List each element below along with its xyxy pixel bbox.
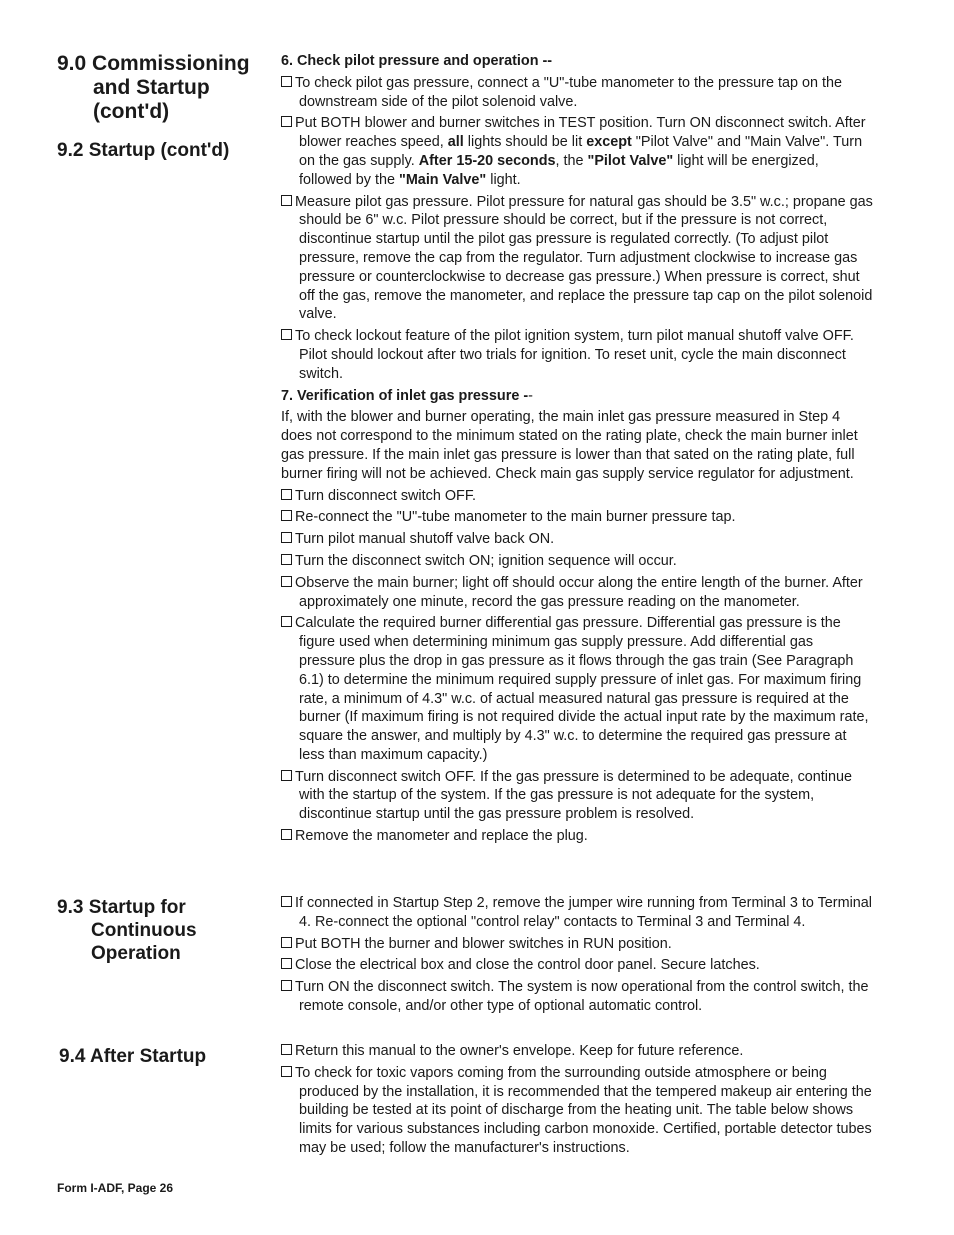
checkbox-icon [281,980,292,991]
emphasis-text: all [447,134,464,151]
checklist-item-text: "Pilot Valve" and "Main Valve". Turn on the gas supply. [299,134,863,169]
checklist-item-text: Put BOTH blower and burner switches in TEST position. Turn ON disconnect switch. After blower reaches speed, [295,115,866,151]
step-6-title: 6. Check pilot pressure and operation -- [281,53,553,69]
heading-9-0-line3: (cont'd) [93,100,170,123]
checklist-item [281,114,873,189]
checklist-item-text: Turn pilot manual shutoff valve back ON. [295,531,555,548]
checkbox-icon [281,937,292,948]
checkbox-icon [281,1066,292,1077]
checklist-item-text: Return this manual to the owner's envelope. Keep for future reference. [295,1043,744,1059]
checklist-item [281,978,873,1016]
emphasis-text: except [586,134,632,151]
heading-9-0-line1: 9.0 Commissioning [57,52,250,75]
checklist-item [281,552,873,571]
checklist-item [281,1064,873,1158]
checklist-item-text: lights should be lit [463,134,587,151]
heading-9-3-line2: Continuous [91,920,197,941]
checklist-item-text: Turn disconnect switch OFF. [295,487,477,504]
heading-9-4: 9.4 After Startup [59,1046,207,1067]
step-7-title-text: 7. Verification of inlet gas pressure - [281,387,529,404]
checklist-item [281,574,873,612]
step-7-intro: If, with the blower and burner operating, the main inlet gas pressure measured in Step 4 does not correspond to the minimum stated on the rating plate, check the main burner inlet gas pressure. If the main inlet gas pressure is lower than that sated on the rating plate, full burner firing will not be achieved. Check main gas supply service regulator for adjustment. [281,409,858,482]
checklist-item-text: Put BOTH the burner and blower switches in RUN position. [295,935,672,952]
checklist-item [281,530,873,549]
checkbox-icon [281,616,292,627]
checklist-item-text: Measure pilot gas pressure. Pilot pressure for natural gas should be 3.5" w.c.; propane gas should be 6" w.c. Pilot pressure should be correct, but if the pressure is not correct, discontinue startup until the pilot gas pressure is regulated correctly. (To adjust pilot pressure, remove the cap from the regulator. Turn adjustment clockwise to increase gas pressure or counterclockwise to decrease gas pressure.) When pressure is correct, shut off the gas, remove the manometer, and replace the pressure tap cap on the pilot solenoid valve. [295,193,873,323]
heading-9-0-line2: and Startup [93,76,210,99]
checkbox-icon [281,576,292,587]
heading-9-3-line1: 9.3 Startup for [57,897,186,918]
emphasis-text: After 15-20 seconds [418,152,556,169]
checklist-item-text: To check pilot gas pressure, connect a "U"-tube manometer to the pressure tap on the downstream side of the pilot solenoid valve. [295,74,842,110]
checkbox-icon [281,116,292,127]
checkbox-icon [281,532,292,543]
checklist-item-text: Calculate the required burner differential gas pressure. Differential gas pressure is the figure used when determining minimum gas supply pressure. Add differential gas pressure plus the drop in gas pressure as it flows through the gas train (See Paragraph 6.1) to determine the minimum required supply pressure of inlet gas. For maximum firing rate, a minimum of 4.3" w.c. of actual measured natural gas pressure is required at the burner (If maximum firing is not required divide the actual input rate by the maximum rate, square the answer, and multiply by 4.3" w.c. to determine the required gas pressure at less than maximum capacity.) [295,615,869,763]
checklist-item [281,894,873,932]
checkbox-icon [281,510,292,521]
checklist-item [281,487,873,506]
checklist-item-text: To check for toxic vapors coming from the surrounding outside atmosphere or being produced by the installation, it is recommended that the tempered makeup air entering the building be tested at its point of discharge from the heating unit. The table below shows limits for various substances including carbon monoxide. Certified, portable detector tubes may be used; follow the manufacturer's instructions. [295,1064,872,1156]
checklist-item [281,508,873,527]
checklist-item-text: Re-connect the "U"-tube manometer to the main burner pressure tap. [295,509,736,526]
checkbox-icon [281,554,292,565]
checkbox-icon [281,958,292,969]
checklist-item-text: light will be energized, followed by the [299,152,819,188]
checklist-item [281,1042,873,1061]
checklist-item [281,193,873,325]
step-7-title [281,387,873,406]
checklist-item [281,327,873,383]
section-heading-commissioning [57,52,267,124]
checklist-item [281,768,873,824]
page-footer: Form I-ADF, Page 26 [57,1181,174,1195]
checklist-item-text: light. [486,171,521,188]
checklist-item-text: , the [555,152,588,169]
after-startup-list [281,1042,873,1161]
after-list [281,1042,873,1158]
checklist-item-text: Close the electrical box and close the control door panel. Secure latches. [295,957,760,974]
checklist-item-text: Turn disconnect switch OFF. If the gas pressure is determined to be adequate, continue with the startup of the system. If the gas pressure is not adequate for the system, discontinue startup until the gas pressure problem is resolved. [295,768,853,823]
continuous-operation-list [281,894,873,1019]
step-7-list [281,487,873,846]
checklist-item [281,74,873,112]
checklist-item [281,956,873,975]
emphasis-text: "Pilot Valve" [587,152,674,169]
heading-9-2: 9.2 Startup (cont'd) [57,140,230,161]
step-7-title-suffix: - [528,387,533,404]
continuous-list [281,894,873,1016]
checkbox-icon [281,195,292,206]
checklist-item-text: Turn ON the disconnect switch. The system is now operational from the control switch, the remote console, and/or other type of optional automatic control. [295,979,869,1014]
heading-9-0 [57,52,267,124]
checkbox-icon [281,329,292,340]
startup-steps [281,52,873,849]
checklist-item-text: If connected in Startup Step 2, remove the jumper wire running from Terminal 3 to Terminal 4. Re-connect the optional "control relay" contacts to Terminal 3 and Terminal 4. [295,895,872,930]
checklist-item [281,827,873,846]
emphasis-text: "Main Valve" [399,171,487,188]
checklist-item-text: Observe the main burner; light off should occur along the entire length of the burner. After approximately one minute, record the gas pressure reading on the manometer. [295,574,863,610]
checklist-item-text: Turn the disconnect switch ON; ignition sequence will occur. [295,552,677,569]
heading-9-3-line3: Operation [91,943,181,964]
checkbox-icon [281,76,292,87]
checklist-item-text: Remove the manometer and replace the plug. [295,828,588,845]
heading-9-3 [57,896,257,965]
checklist-item-text: To check lockout feature of the pilot ignition system, turn pilot manual shutoff valve OFF. Pilot should lockout after two trials for ignition. To reset unit, cycle the main disconnect switch. [295,328,854,382]
checkbox-icon [281,896,292,907]
checklist-item [281,614,873,764]
checklist-item [281,935,873,954]
checkbox-icon [281,829,292,840]
checkbox-icon [281,1044,292,1055]
checkbox-icon [281,770,292,781]
checkbox-icon [281,489,292,500]
